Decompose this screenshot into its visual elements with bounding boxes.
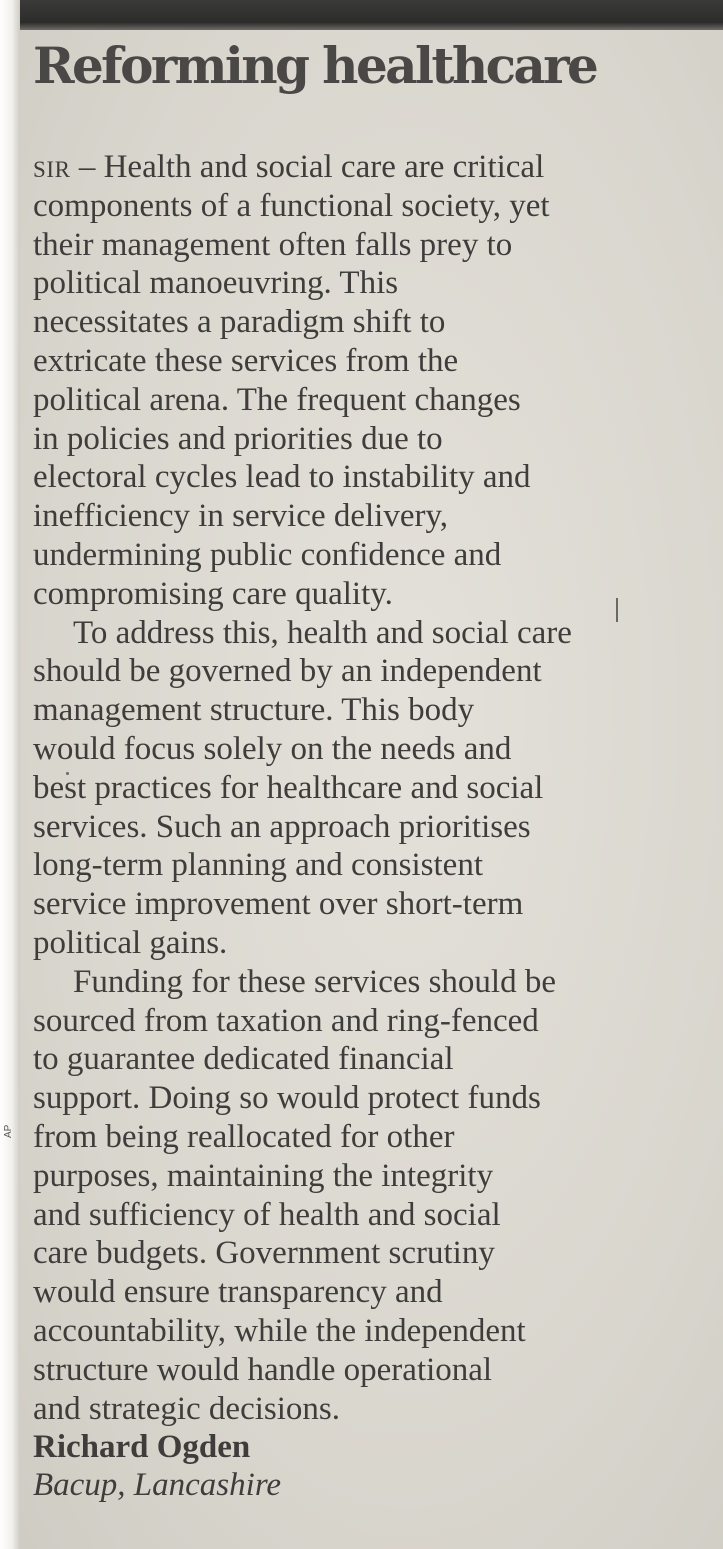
body-line: and sufficiency of health and social <box>33 1196 501 1233</box>
body-line: sourced from taxation and ring-fenced <box>33 1002 539 1039</box>
signature-place: Bacup, Lancashire <box>33 1467 282 1504</box>
body-line: care budgets. Government scrutiny <box>33 1235 495 1272</box>
body-line: from being reallocated for other <box>33 1118 455 1155</box>
body-line: would ensure transparency and <box>33 1274 443 1311</box>
body-line: SIR – Health and social care are critical <box>33 149 545 185</box>
signature-name: Richard Ogden <box>33 1429 251 1466</box>
body-line: should be governed by an independent <box>33 653 542 690</box>
body-line: management structure. This body <box>33 692 475 729</box>
body-line: political arena. The frequent changes <box>33 381 521 418</box>
body-line: inefficiency in service delivery, <box>33 498 449 535</box>
body-line: accountability, while the independent <box>33 1312 526 1349</box>
body-line: political manoeuvring. This <box>33 265 399 302</box>
letter-body <box>33 148 693 1504</box>
scan-dark-border <box>0 0 723 30</box>
photo-credit: AP <box>3 1124 14 1138</box>
body-line: long-term planning and consistent <box>33 847 483 884</box>
body-line: Funding for these services should be <box>73 963 556 1000</box>
body-line: support. Doing so would protect funds <box>33 1080 541 1117</box>
body-line: structure would handle operational <box>33 1351 493 1388</box>
body-line: To address this, health and social care <box>73 614 572 651</box>
body-line: would focus solely on the needs and <box>33 730 512 767</box>
body-line: purposes, maintaining the integrity <box>33 1157 494 1194</box>
body-line: and strategic decisions. <box>33 1390 340 1427</box>
body-line: services. Such an approach prioritises <box>33 808 531 845</box>
body-line: political gains. <box>33 924 228 961</box>
body-line: electoral cycles lead to instability and <box>33 459 531 496</box>
body-line: compromising care quality. <box>33 575 393 612</box>
body-line: best practices for healthcare and social <box>33 769 544 806</box>
scan-page-edge <box>0 0 20 1549</box>
body-line: extricate these services from the <box>33 342 459 379</box>
body-line: service improvement over short-term <box>33 886 524 923</box>
body-line: necessitates a paradigm shift to <box>33 304 446 341</box>
body-line: components of a functional society, yet <box>33 187 550 224</box>
body-line: in policies and priorities due to <box>33 420 443 457</box>
headline: Reforming healthcare <box>33 36 597 95</box>
body-line: to guarantee dedicated financial <box>33 1041 454 1078</box>
letter-to-editor <box>33 34 693 1504</box>
body-line: undermining public confidence and <box>33 536 502 573</box>
salutation: SIR <box>33 157 71 182</box>
body-line: their management often falls prey to <box>33 226 513 263</box>
